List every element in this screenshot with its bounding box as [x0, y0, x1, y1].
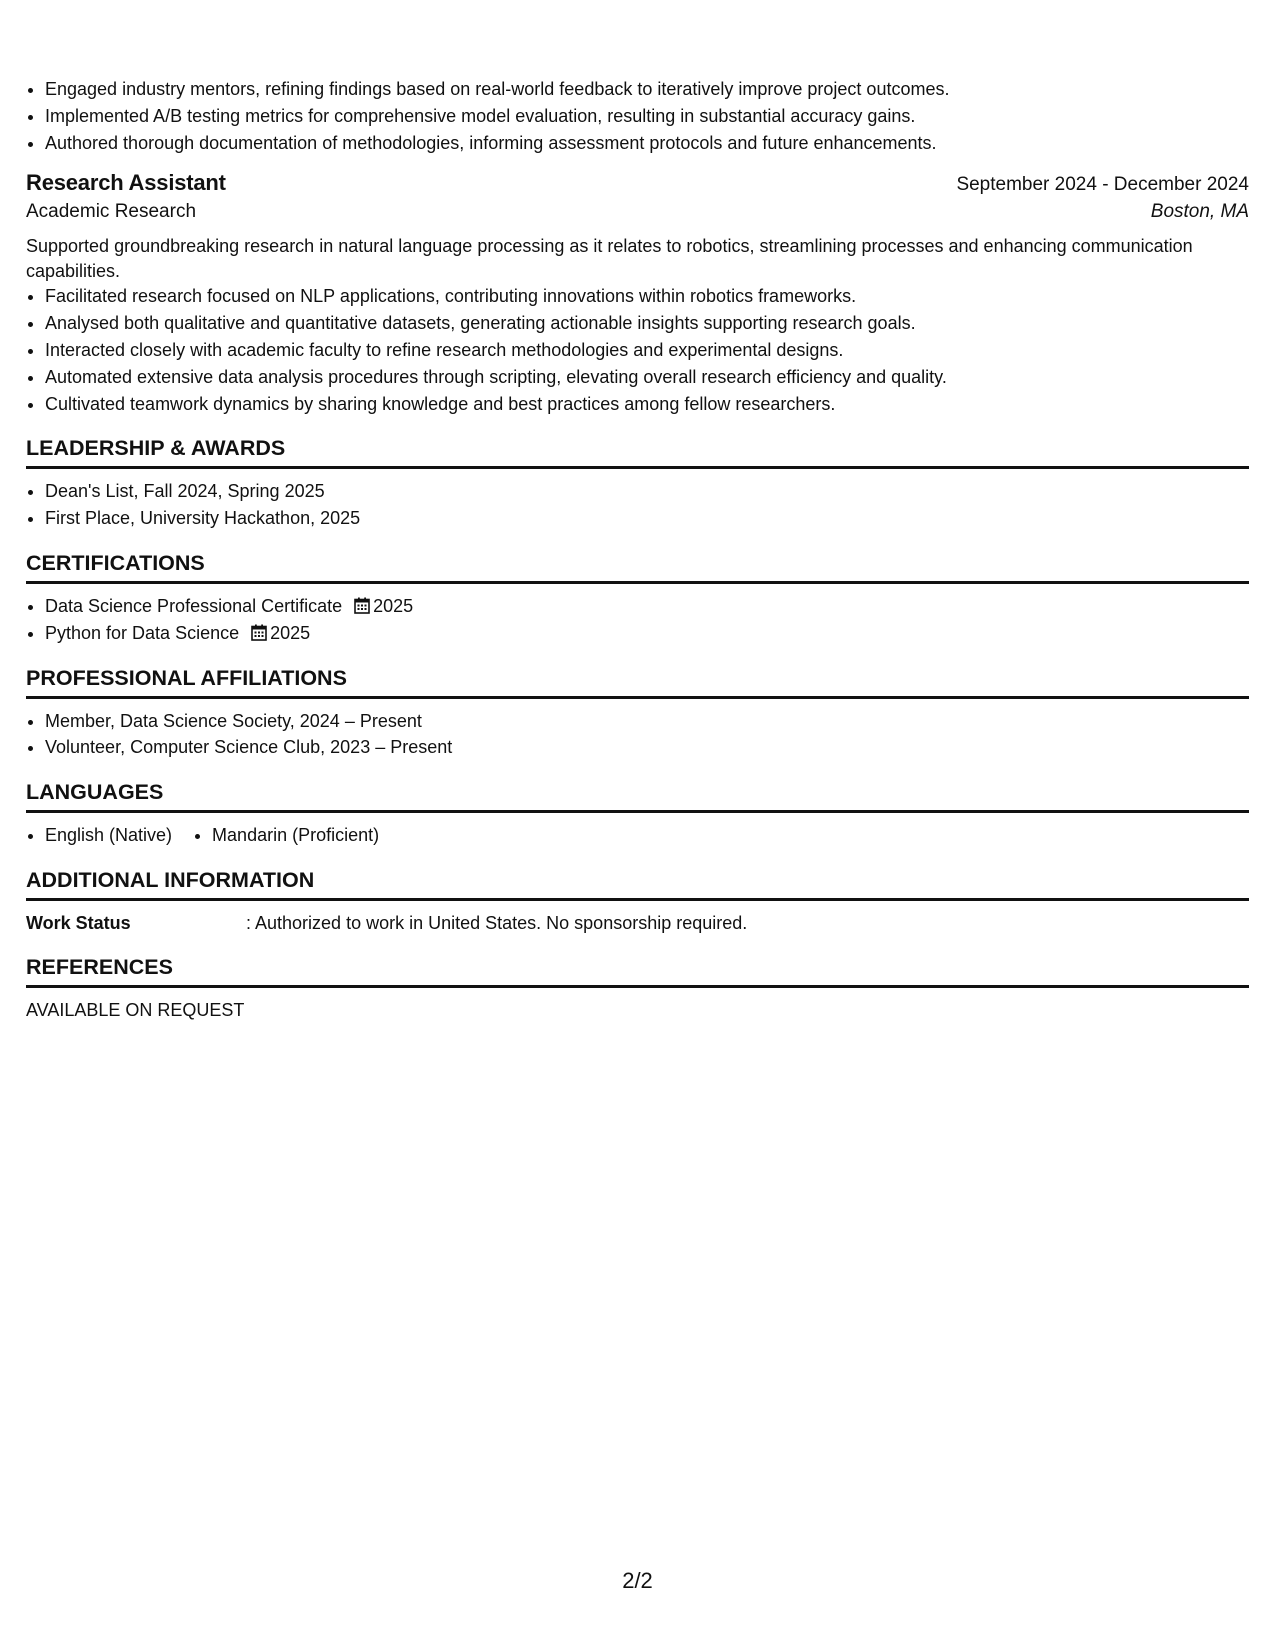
list-item: [45, 620, 1249, 647]
work-status-label: Work Status: [26, 912, 131, 933]
work-status-row: [26, 910, 1249, 936]
calendar-icon: [354, 597, 370, 614]
certification-year: 2025: [373, 595, 414, 616]
certification-name: Python for Data Science: [45, 622, 240, 643]
list-item: • Volunteer, Computer Science Club, 2023 – Present: [45, 734, 1249, 761]
work-status-value: : Authorized to work in United States. No sponsorship required.: [246, 912, 748, 933]
certification-name: Data Science Professional Certificate: [45, 595, 343, 616]
certification-date: [354, 596, 413, 616]
page-number: 2/2: [622, 1568, 653, 1593]
section-title-leadership: LEADERSHIP & AWARDS: [26, 435, 1249, 469]
list-item: • Engaged industry mentors, refining findings based on real-world feedback to iteratively improve project outcomes.: [45, 76, 1249, 103]
section-title-certifications: CERTIFICATIONS: [26, 550, 1249, 584]
job-subheader: [26, 201, 1249, 234]
job-header: [26, 170, 1249, 201]
job-location: Boston, MA: [1150, 201, 1249, 223]
list-item: • Facilitated research focused on NLP applications, contributing innovations within robotics frameworks.: [45, 283, 1249, 310]
list-item: • English (Native): [45, 822, 172, 849]
certifications-list: [26, 593, 1249, 647]
previous-job-bullets: [26, 76, 1249, 156]
section-title-additional-info: ADDITIONAL INFORMATION: [26, 867, 1249, 901]
section-title-affiliations: PROFESSIONAL AFFILIATIONS: [26, 665, 1249, 699]
job-summary: Supported groundbreaking research in natural language processing as it relates to robotics, streamlining processes and enhancing communication capabilities.: [26, 236, 1193, 281]
list-item: [45, 593, 1249, 620]
references-text: AVAILABLE ON REQUEST: [26, 999, 245, 1020]
job-dates: September 2024 - December 2024: [956, 174, 1249, 196]
job-bullets: [26, 283, 1249, 417]
certification-year: 2025: [270, 622, 311, 643]
list-item: • Analysed both qualitative and quantitative datasets, generating actionable insights supporting research goals.: [45, 310, 1249, 337]
calendar-icon: [251, 624, 267, 641]
affiliations-list: [26, 708, 1249, 762]
job-organization: Academic Research: [26, 201, 197, 223]
list-item: • First Place, University Hackathon, 2025: [45, 505, 1249, 532]
list-item: • Member, Data Science Society, 2024 – Present: [45, 708, 1249, 735]
list-item: • Interacted closely with academic faculty to refine research methodologies and experimental designs.: [45, 337, 1249, 364]
list-item: • Automated extensive data analysis procedures through scripting, elevating overall research efficiency and quality.: [45, 364, 1249, 391]
list-item: • Authored thorough documentation of methodologies, informing assessment protocols and future enhancements.: [45, 130, 1249, 157]
certification-date: [251, 623, 310, 643]
resume-page: [26, 76, 1249, 1023]
list-item: • Implemented A/B testing metrics for comprehensive model evaluation, resulting in substantial accuracy gains.: [45, 103, 1249, 130]
section-title-references: REFERENCES: [26, 954, 1249, 988]
list-item: • Cultivated teamwork dynamics by sharing knowledge and best practices among fellow researchers.: [45, 391, 1249, 418]
list-item: • Mandarin (Proficient): [212, 822, 379, 849]
job-title: Research Assistant: [26, 170, 226, 196]
section-title-languages: LANGUAGES: [26, 779, 1249, 813]
leadership-list: [26, 478, 1249, 532]
list-item: • Dean's List, Fall 2024, Spring 2025: [45, 478, 1249, 505]
languages-list: [26, 822, 1249, 849]
